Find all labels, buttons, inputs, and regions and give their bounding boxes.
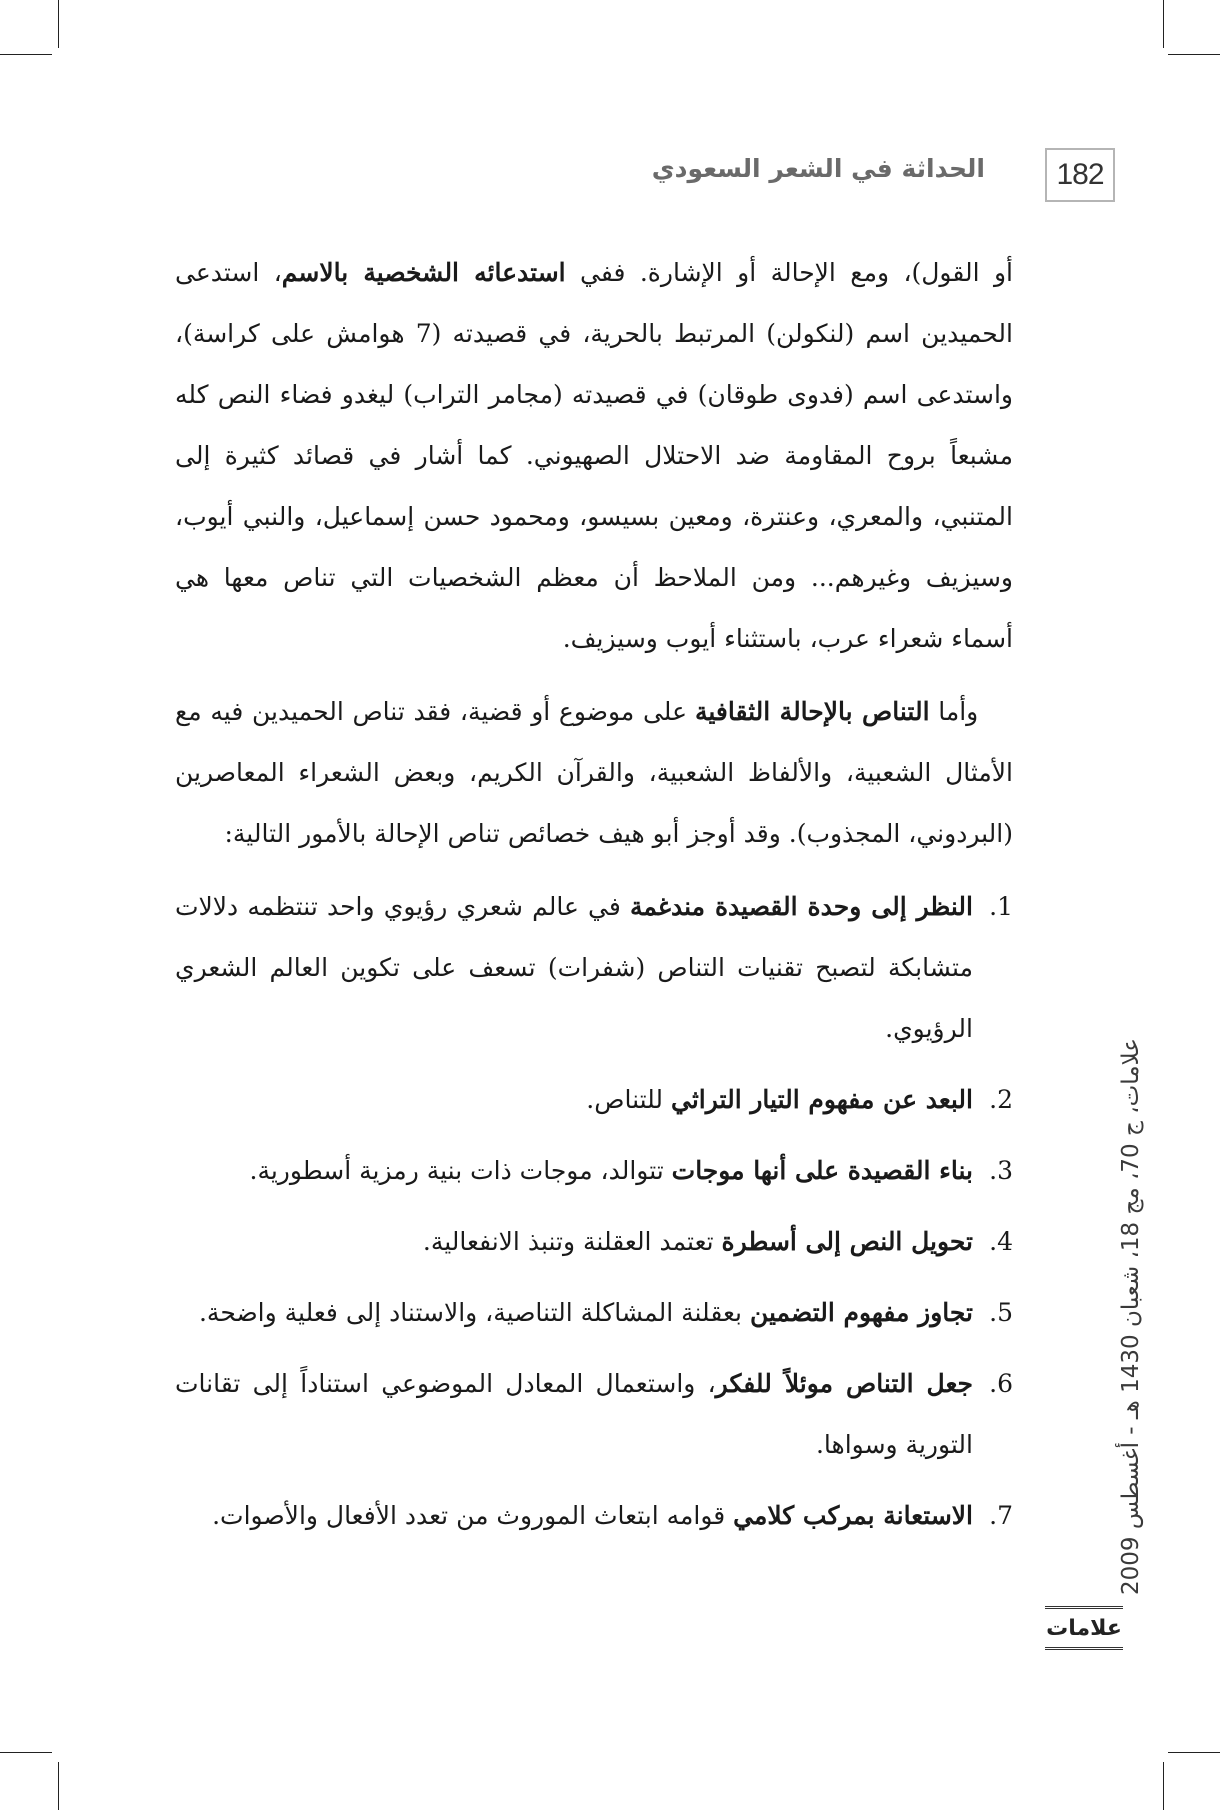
list-item bbox=[175, 1211, 1013, 1272]
list-number: 7. bbox=[989, 1501, 1013, 1530]
list-number: 3. bbox=[989, 1156, 1013, 1185]
crop-mark bbox=[1168, 1752, 1220, 1753]
list-text: تتوالد، موجات ذات بنية رمزية أسطورية. bbox=[249, 1156, 672, 1185]
characteristics-list bbox=[175, 876, 1013, 1546]
list-item bbox=[175, 1140, 1013, 1201]
crop-mark bbox=[1163, 1762, 1164, 1810]
text-run: ، استدعى الحميدين اسم (لنكولن) المرتبط بالحرية، في قصيدته (7 هوامش على كراسة)، واستدعى اسم (فدوى طوقان) في قصيدته (مجامر التراب) ليغدو فضاء النص كله مشبعاً بروح المقاومة ضد الاحتلال الصهيوني. كما أشار في قصائد كثيرة إلى المتنبي، والمعري، وعنترة، ومعين بسيسو، ومحمود حسن إسماعيل، والنبي أيوب، وسيزيف وغيرهم... ومن الملاحظ أن معظم الشخصيات التي تناص معها هي أسماء شعراء عرب، باستثناء أيوب وسيزيف. bbox=[175, 258, 1013, 653]
list-text: تعتمد العقلنة وتنبذ الانفعالية. bbox=[422, 1227, 722, 1256]
journal-logo: علامات bbox=[1045, 1606, 1123, 1650]
list-number: 4. bbox=[989, 1227, 1013, 1256]
paragraph bbox=[175, 242, 1013, 669]
list-item bbox=[175, 1282, 1013, 1343]
bold-term: بناء القصيدة على أنها موجات bbox=[671, 1156, 973, 1185]
bold-term: الاستعانة بمركب كلامي bbox=[733, 1501, 973, 1530]
journal-citation: علامات، ج 70، مج 18، شعبان 1430 هـ - أغسطس 2009 bbox=[1118, 1037, 1144, 1595]
list-item bbox=[175, 876, 1013, 1059]
bold-term: تجاوز مفهوم التضمين bbox=[749, 1298, 973, 1327]
bold-term: التناص بالإحالة الثقافية bbox=[694, 697, 930, 726]
crop-mark bbox=[0, 1752, 52, 1753]
crop-mark bbox=[1163, 0, 1164, 48]
list-number: 6. bbox=[989, 1369, 1013, 1398]
list-text: للتناص. bbox=[586, 1085, 671, 1114]
bold-term: البعد عن مفهوم التيار التراثي bbox=[671, 1085, 973, 1114]
list-item bbox=[175, 1353, 1013, 1475]
list-text: بعقلنة المشاكلة التناصية، والاستناد إلى فعلية واضحة. bbox=[198, 1298, 750, 1327]
running-title: الحداثة في الشعر السعودي bbox=[651, 154, 985, 183]
list-text: في عالم شعري رؤيوي واحد تنتظمه دلالات متشابكة لتصبح تقنيات التناص (شفرات) تسعف على تكوين العالم الشعري الرؤيوي. bbox=[175, 892, 973, 1043]
crop-mark bbox=[1168, 54, 1220, 55]
crop-mark bbox=[58, 0, 59, 48]
page-header bbox=[0, 140, 1220, 210]
list-item bbox=[175, 1069, 1013, 1130]
list-number: 5. bbox=[989, 1298, 1013, 1327]
list-number: 2. bbox=[989, 1085, 1013, 1114]
paragraph bbox=[175, 681, 1013, 864]
bold-term: استدعائه الشخصية بالاسم bbox=[281, 258, 566, 287]
text-run: على موضوع أو قضية، فقد تناص الحميدين فيه مع الأمثال الشعبية، والألفاظ الشعبية، والقرآن الكريم، وبعض الشعراء المعاصرين (البردوني، المجذوب). وقد أوجز أبو هيف خصائص تناص الإحالة بالأمور التالية: bbox=[175, 697, 1013, 848]
list-number: 1. bbox=[989, 892, 1013, 921]
bold-term: جعل التناص موئلاً للفكر bbox=[715, 1369, 973, 1398]
body-text bbox=[175, 242, 1013, 1556]
list-text: قوامه ابتعاث الموروث من تعدد الأفعال والأصوات. bbox=[212, 1501, 734, 1530]
list-item bbox=[175, 1485, 1013, 1546]
bold-term: النظر إلى وحدة القصيدة مندغمة bbox=[630, 892, 973, 921]
crop-mark bbox=[0, 54, 52, 55]
page-number: 182 bbox=[1045, 148, 1115, 202]
text-run: وأما bbox=[929, 697, 979, 726]
bold-term: تحويل النص إلى أسطرة bbox=[721, 1227, 973, 1256]
crop-mark bbox=[58, 1762, 59, 1810]
text-run: أو القول)، ومع الإحالة أو الإشارة. ففي bbox=[565, 258, 1013, 287]
list-text: ، واستعمال المعادل الموضوعي استناداً إلى تقانات التورية وسواها. bbox=[175, 1369, 973, 1459]
